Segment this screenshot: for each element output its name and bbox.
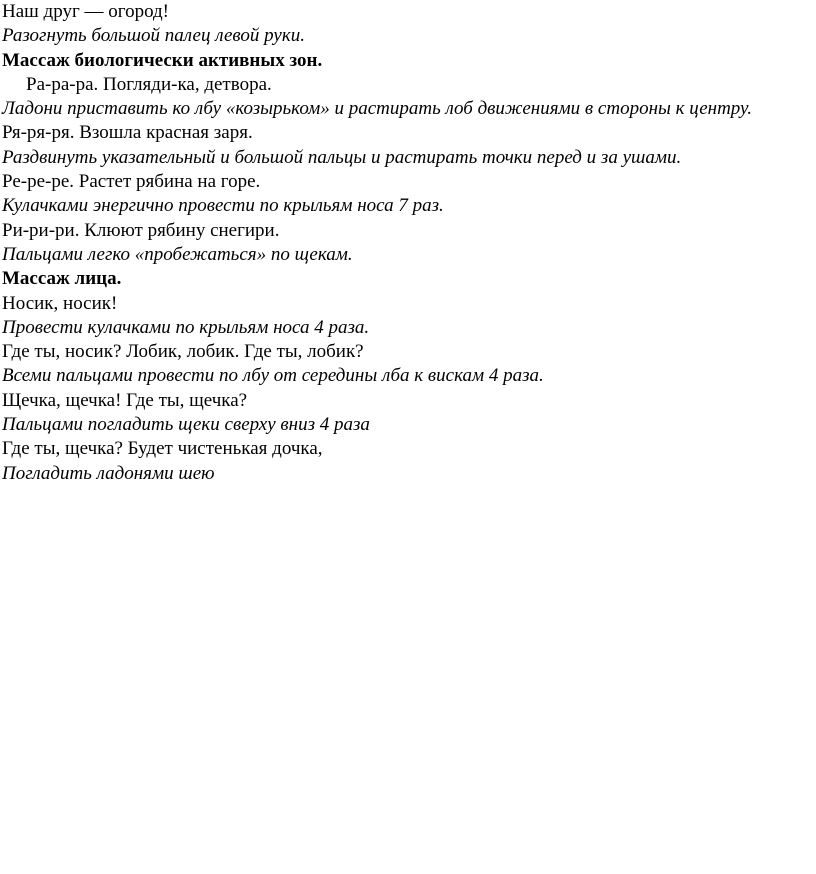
text-line: Где ты, носик? Лобик, лобик. Где ты, лобик? [2,341,364,363]
text-line: Носик, носик! [2,292,118,314]
instruction-line: Кулачками энергично провести по крыльям носа 7 раз. [2,195,444,217]
instruction-line: Всеми пальцами провести по лбу от середины лба к вискам 4 раза. [2,365,544,387]
instruction-line: Раздвинуть указательный и большой пальцы и растирать точки перед и за ушами. [2,146,682,168]
text-line: Где ты, щечка? Будет чистенькая дочка, [2,438,323,460]
section-heading: Массаж лица. [2,268,122,290]
document-body [2,0,808,486]
instruction-line: Погладить ладонями шею [2,462,215,484]
instruction-line: Разогнуть большой палец левой руки. [2,25,305,47]
text-line: Щечка, щечка! Где ты, щечка? [2,389,248,411]
instruction-line: Пальцами погладить щеки сверху вниз 4 раза [2,414,370,436]
instruction-line: Пальцами легко «пробежаться» по щекам. [2,243,353,265]
instruction-line: Ладони приставить ко лбу «козырьком» и растирать лоб движениями в стороны к центру. [2,98,753,120]
text-line: Ри-ри-ри. Клюют рябину снегири. [2,219,280,241]
text-line: Наш друг — огород! [2,1,170,22]
text-line: Ре-ре-ре. Растет рябина на горе. [2,171,261,193]
text-line: Ря-ря-ря. Взошла красная заря. [2,122,253,144]
instruction-line: Провести кулачками по крыльям носа 4 раза. [2,316,370,338]
section-heading: Массаж биологически активных зон. [2,49,323,71]
text-line: Ра-ра-ра. Погляди-ка, детвора. [26,73,272,95]
